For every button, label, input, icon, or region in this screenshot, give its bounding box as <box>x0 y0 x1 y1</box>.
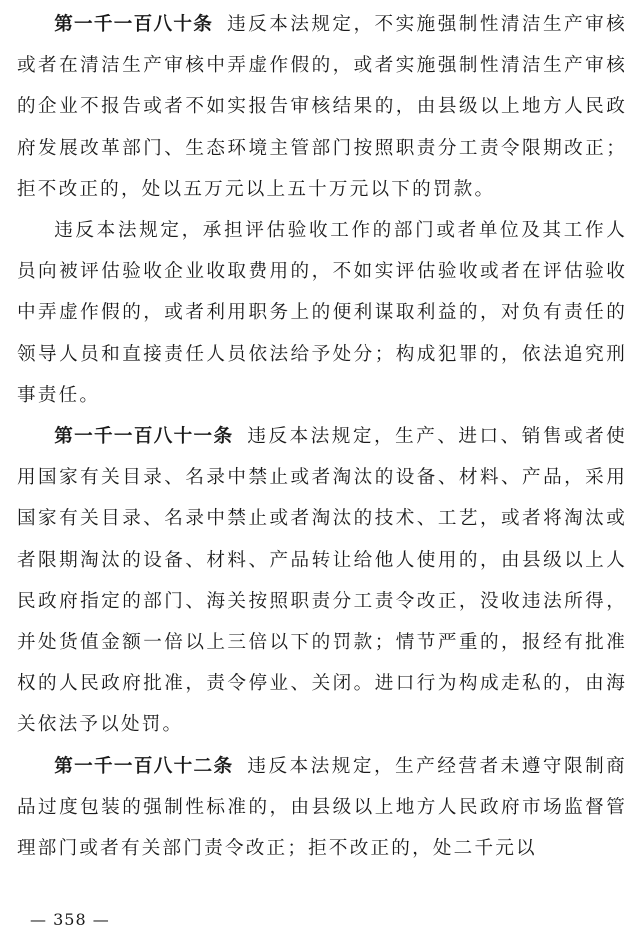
article-number-1180: 第一千一百八十条 <box>54 14 214 35</box>
article-1180-paragraph-1 <box>17 4 627 210</box>
page-number: — 358 — <box>30 910 110 929</box>
article-1181-text-1: 违反本法规定，生产、进口、销售或者使用国家有关目录、名录中禁止或者淘汰的设备、材料、产品，采用国家有关目录、名录中禁止或者淘汰的技术、工艺，或者将淘汰或者限期淘汰的设备、材料、产品转让给他人使用的，由县级以上人民政府指定的部门、海关按照职责分工责令改正，没收违法所得，并处货值金额一倍以上三倍以下的罚款；情节严重的，报经有批准权的人民政府批准，责令停业、关闭。进口行为构成走私的，由海关依法予以处罚。 <box>17 426 627 736</box>
article-1182-text-1: 违反本法规定，生产经营者未遵守限制商品过度包装的强制性标准的，由县级以上地方人民政府市场监督管理部门或者有关部门责令改正；拒不改正的，处二千元以 <box>17 755 627 860</box>
article-1180-paragraph-2 <box>17 210 627 416</box>
document-page <box>17 4 627 869</box>
article-1182-paragraph-1 <box>17 746 627 870</box>
article-1180-text-2: 违反本法规定，承担评估验收工作的部门或者单位及其工作人员向被评估验收企业收取费用的，不如实评估验收或者在评估验收中弄虚作假的，或者利用职务上的便利谋取利益的，对负有责任的领导人员和直接责任人员依法给予处分；构成犯罪的，依法追究刑事责任。 <box>17 220 627 406</box>
article-1181-paragraph-1 <box>17 416 627 746</box>
article-number-1182: 第一千一百八十二条 <box>54 755 234 777</box>
article-1180-text-1: 违反本法规定，不实施强制性清洁生产审核或者在清洁生产审核中弄虚作假的，或者实施强制性清洁生产审核的企业不报告或者不如实报告审核结果的，由县级以上地方人民政府发展改革部门、生态环境主管部门按照职责分工责令限期改正；拒不改正的，处以五万元以上五十万元以下的罚款。 <box>17 14 627 200</box>
article-number-1181: 第一千一百八十一条 <box>54 426 234 448</box>
